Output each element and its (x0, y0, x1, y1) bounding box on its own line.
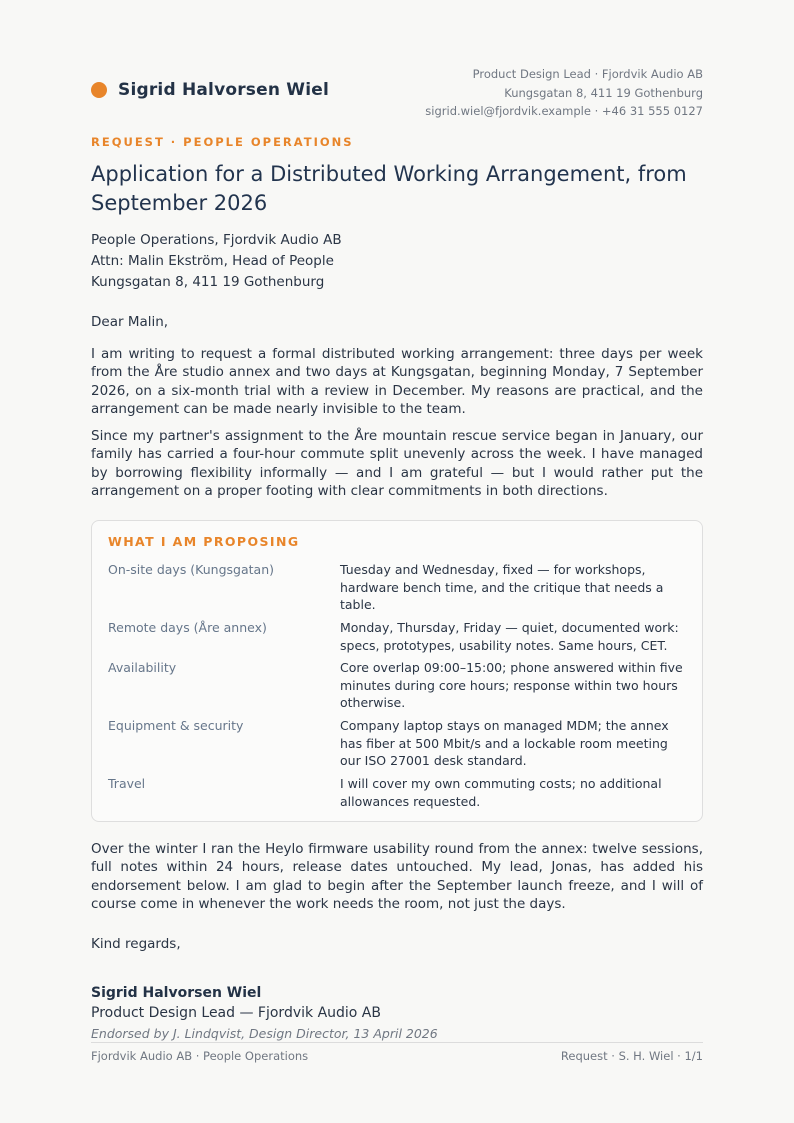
sender-contact (425, 65, 703, 121)
proposal-row-value: Core overlap 09:00–15:00; phone answered within five minutes during core hours; response within two hours otherwise. (340, 660, 683, 710)
recipient-block (91, 230, 342, 293)
body-paragraph: I am writing to request a formal distributed working arrangement: three days per week from the Åre studio annex and two days at Kungsgatan, beginning Monday, 7 September 2026, on a six-month trial with a review in December. My reasons are practical, and the arrangement can be made nearly invisible to the team. (91, 346, 703, 418)
letter-page (91, 0, 703, 1123)
proposal-row-key: Travel (108, 776, 146, 791)
salutation: Dear Malin, (91, 314, 169, 330)
proposal-card-title: WHAT I AM PROPOSING (108, 534, 300, 549)
proposal-card (91, 520, 703, 822)
orange-dot-icon (91, 82, 107, 98)
footer-divider (91, 1042, 703, 1043)
sender-email-phone-line: sigrid.wiel@fjordvik.example · +46 31 555 0127 (425, 104, 703, 118)
document-title: Application for a Distributed Working Arrangement, from September 2026 (91, 162, 687, 215)
proposal-row-value: I will cover my own commuting costs; no additional allowances requested. (340, 776, 662, 809)
proposal-row-key: On-site days (Kungsgatan) (108, 562, 274, 577)
recipient-line: People Operations, Fjordvik Audio AB (91, 232, 342, 248)
sender-title-line: Product Design Lead · Fjordvik Audio AB (472, 67, 703, 81)
letterhead (91, 62, 703, 122)
proposal-row-key: Remote days (Åre annex) (108, 620, 267, 635)
footer-right: Request · S. H. Wiel · 1/1 (560, 1049, 703, 1063)
body-paragraph: Since my partner's assignment to the Åre mountain rescue service began in January, our family has carried a four-hour commute split unevenly across the week. I have managed by borrowing flexibility informally — and I am grateful — but I would rather put the arrangement on a proper footing with clear commitments in both directions. (91, 428, 703, 500)
signature-role: Product Design Lead — Fjordvik Audio AB (91, 1005, 381, 1021)
proposal-row-value: Company laptop stays on managed MDM; the annex has fiber at 500 Mbit/s and a lockable room meeting our ISO 27001 desk standard. (340, 718, 669, 768)
recipient-line: Kungsgatan 8, 411 19 Gothenburg (91, 274, 325, 290)
proposal-row-key: Availability (108, 660, 177, 675)
body-paragraph: Over the winter I ran the Heylo firmware usability round from the annex: twelve sessions, full notes within 24 hours, release dates untouched. My lead, Jonas, has added his endorsement below. I am glad to begin after the September launch freeze, and I will of course come in whenever the work needs the room, not just the days. (91, 841, 703, 913)
sender-address-line: Kungsgatan 8, 411 19 Gothenburg (504, 85, 703, 100)
recipient-line: Attn: Malin Ekström, Head of People (91, 253, 334, 269)
signature-endorsement: Endorsed by J. Lindqvist, Design Director, 13 April 2026 (91, 1026, 438, 1041)
proposal-row-key: Equipment & security (108, 718, 244, 733)
sender-brand (91, 80, 329, 100)
signature-name: Sigrid Halvorsen Wiel (91, 985, 262, 1001)
proposal-row-value: Tuesday and Wednesday, fixed — for workshops, hardware bench time, and the critique that needs a table. (340, 562, 664, 612)
closing: Kind regards, (91, 936, 181, 952)
proposal-row-value: Monday, Thursday, Friday — quiet, documented work: specs, prototypes, usability notes. Same hours, CET. (340, 620, 679, 653)
sender-name: Sigrid Halvorsen Wiel (118, 80, 330, 100)
document-kicker: REQUEST · PEOPLE OPERATIONS (91, 135, 354, 149)
footer-left: Fjordvik Audio AB · People Operations (91, 1049, 309, 1063)
